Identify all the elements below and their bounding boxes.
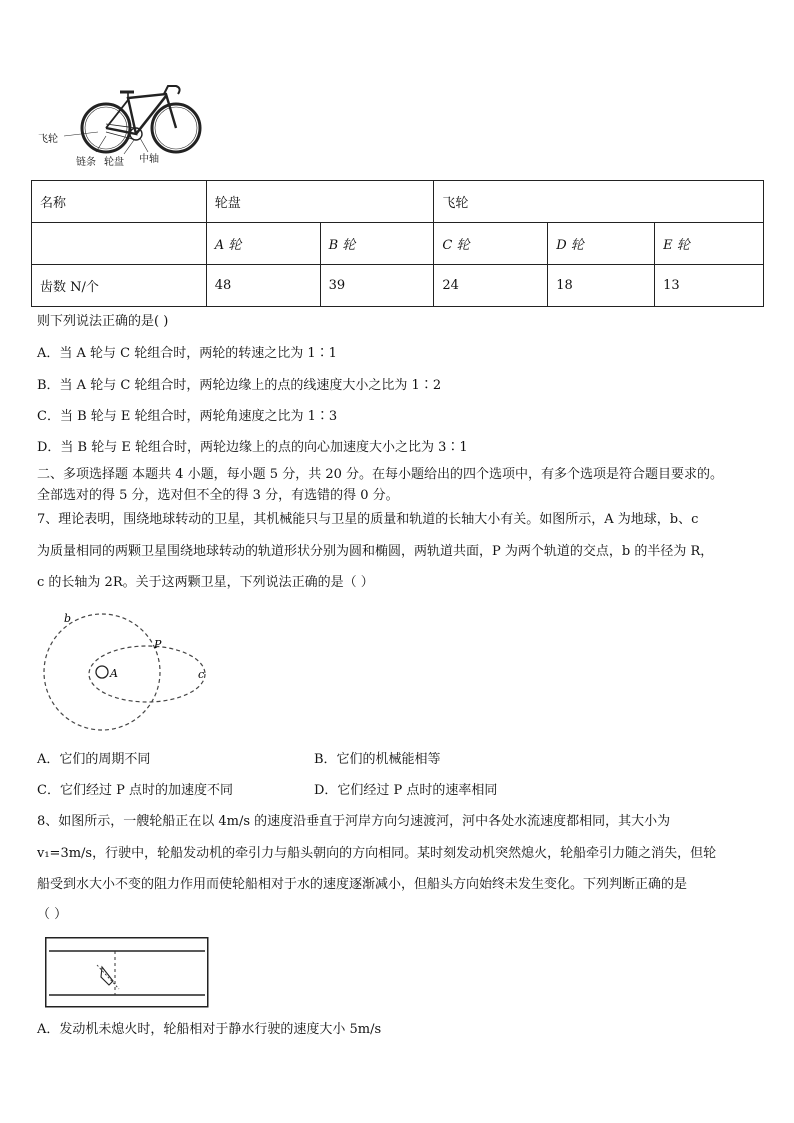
table-header-row	[32, 181, 764, 223]
q8-option-a: A．发动机未熄火时，轮船相对于静水行驶的速度大小 5m/s	[37, 1022, 382, 1037]
axle-label: 中轴	[139, 154, 159, 165]
river-diagram	[45, 937, 209, 1009]
header-chainring: 轮盘	[206, 181, 434, 223]
q6-stem: 则下列说法正确的是( )	[37, 314, 169, 329]
q7-option-a: A．它们的周期不同	[37, 752, 151, 767]
table-row	[32, 265, 764, 307]
wheel-name: B 轮	[320, 223, 434, 265]
chain-label: 链条	[76, 157, 96, 168]
teeth-value: 39	[320, 265, 434, 307]
table-row	[32, 223, 764, 265]
q7-option-c: C．它们经过 P 点时的加速度不同	[37, 783, 233, 798]
boat-icon	[97, 965, 119, 989]
orbit-b	[44, 614, 160, 730]
label-A: A	[110, 667, 118, 680]
section2-line2: 全部选对的得 5 分，选对但不全的得 3 分，有选错的得 0 分。	[37, 488, 399, 503]
q7-line3: c 的长轴为 2R。关于这两颗卫星，下列说法正确的是（ ）	[37, 575, 374, 590]
header-name: 名称	[32, 181, 207, 223]
teeth-value: 48	[206, 265, 320, 307]
orbit-c	[89, 646, 205, 702]
q8-line3: 船受到水大小不变的阻力作用而使轮船相对于水的速度逐渐减小，但船头方向始终未发生变化。下列判断正确的是	[37, 877, 688, 892]
label-P: P	[154, 638, 162, 651]
label-c: c	[198, 668, 205, 681]
section2-line1: 二、多项选择题 本题共 4 小题，每小题 5 分，共 20 分。在每小题给出的四个选项中，有多个选项是符合题目要求的。	[37, 467, 724, 482]
q8-line1: 8、如图所示，一艘轮船正在以 4m/s 的速度沿垂直于河岸方向匀速渡河，河中各处水流速度都相同，其大小为	[37, 814, 671, 829]
earth-marker	[96, 666, 108, 678]
empty-cell	[32, 223, 207, 265]
chainring-label: 轮盘	[104, 157, 124, 168]
q8-line4: （ ）	[37, 907, 68, 922]
teeth-label: 齿数 N/个	[32, 265, 207, 307]
flywheel-label: 飞轮	[38, 134, 58, 145]
q7-line1: 7、理论表明，围绕地球转动的卫星，其机械能只与卫星的质量和轨道的长轴大小有关。如图所示，A 为地球，b、c	[37, 512, 699, 527]
q7-option-d: D．它们经过 P 点时的速率相同	[314, 783, 498, 798]
q6-option-b: B．当 A 轮与 C 轮组合时，两轮边缘上的点的线速度大小之比为 1∶2	[37, 378, 442, 393]
q6-option-a: A．当 A 轮与 C 轮组合时，两轮的转速之比为 1∶1	[37, 346, 337, 361]
header-flywheel: 飞轮	[434, 181, 764, 223]
wheel-teeth-table	[31, 180, 764, 307]
q6-option-c: C．当 B 轮与 E 轮组合时，两轮角速度之比为 1∶3	[37, 409, 338, 424]
teeth-value: 18	[548, 265, 655, 307]
orbit-diagram	[40, 606, 220, 732]
q8-line2: v₁=3m/s，行驶中，轮船发动机的牵引力与船头朝向的方向相同。某时刻发动机突然熄火，轮船牵引力随之消失，但轮	[37, 846, 717, 861]
label-b: b	[64, 612, 72, 625]
wheel-name: C 轮	[434, 223, 548, 265]
wheel-name: A 轮	[206, 223, 320, 265]
q7-line2: 为质量相同的两颗卫星围绕地球转动的轨道形状分别为圆和椭圆，两轨道共面，P 为两个轨道的交点，b 的半径为 R，	[37, 544, 714, 559]
teeth-value: 13	[655, 265, 764, 307]
q7-option-b: B．它们的机械能相等	[314, 752, 441, 767]
wheel-name: D 轮	[548, 223, 655, 265]
q6-option-d: D．当 B 轮与 E 轮组合时，两轮边缘上的点的向心加速度大小之比为 3∶1	[37, 440, 468, 455]
teeth-value: 24	[434, 265, 548, 307]
wheel-name: E 轮	[655, 223, 764, 265]
